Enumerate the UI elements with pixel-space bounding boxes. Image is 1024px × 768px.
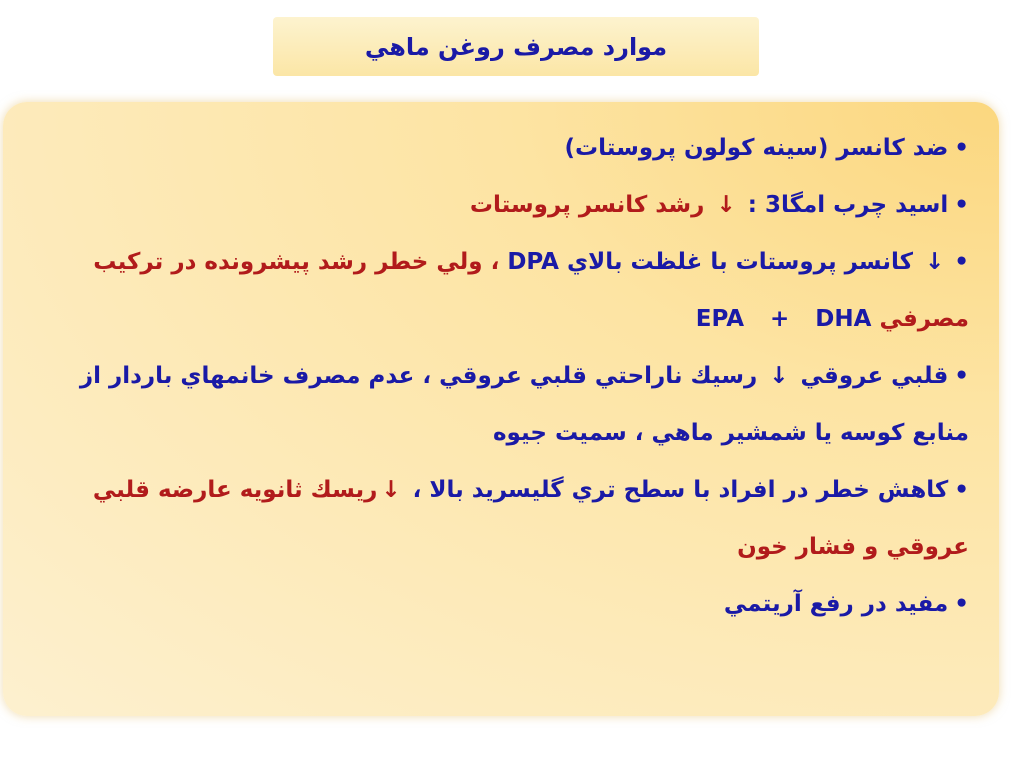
item-text: كاهش خطر در افراد با سطح تري گليسريد بالا ، <box>412 477 949 503</box>
item-text-dpa: DPA <box>507 249 559 275</box>
content-box <box>3 102 999 716</box>
list-item-cardio <box>23 348 969 462</box>
list-item-omega3 <box>23 177 969 234</box>
bullet-icon: • <box>954 135 969 161</box>
arrow-down-icon: ↓ <box>381 477 401 503</box>
bullet-icon: • <box>954 477 969 503</box>
item-text: ريسك ثانويه عارضه قلبي عروقي و فشار خون <box>92 477 969 560</box>
list-item-anticancer <box>23 120 969 177</box>
item-text: اسيد چرب امگا3 : <box>747 192 949 218</box>
list-item-triglyceride <box>23 462 969 576</box>
slide-title-box <box>273 17 759 76</box>
item-text: كانسر پروستات با غلظت بالاي <box>567 249 913 275</box>
arrow-down-icon: ↓ <box>925 249 945 275</box>
arrow-down-icon: ↓ <box>769 363 789 389</box>
slide-title: موارد مصرف روغن ماهي <box>364 32 668 61</box>
item-text: رشد كانسر پروستات <box>469 192 705 218</box>
item-text-epa-dha: EPA + DHA <box>695 306 872 332</box>
item-text: مفيد در رفع آريتمي <box>723 591 949 617</box>
bullet-icon: • <box>954 363 969 389</box>
item-text: ، ولي خطر رشد پيشرونده در تركيب مصرفي <box>93 249 969 332</box>
item-text: قلبي عروقي <box>800 363 949 389</box>
bullet-icon: • <box>954 249 969 275</box>
item-text: رسيك ناراحتي قلبي عروقي ، عدم مصرف خانمهاي باردار از منابع كوسه يا شمشير ماهي ، سميت جيوه <box>79 363 969 446</box>
list-item-prostate-dpa <box>23 234 969 348</box>
bullet-list <box>23 120 969 633</box>
list-item-arrhythmia <box>23 576 969 633</box>
arrow-down-icon: ↓ <box>716 192 736 218</box>
item-text: ضد كانسر (سينه كولون پروستات) <box>564 135 949 161</box>
bullet-icon: • <box>954 591 969 617</box>
bullet-icon: • <box>954 192 969 218</box>
